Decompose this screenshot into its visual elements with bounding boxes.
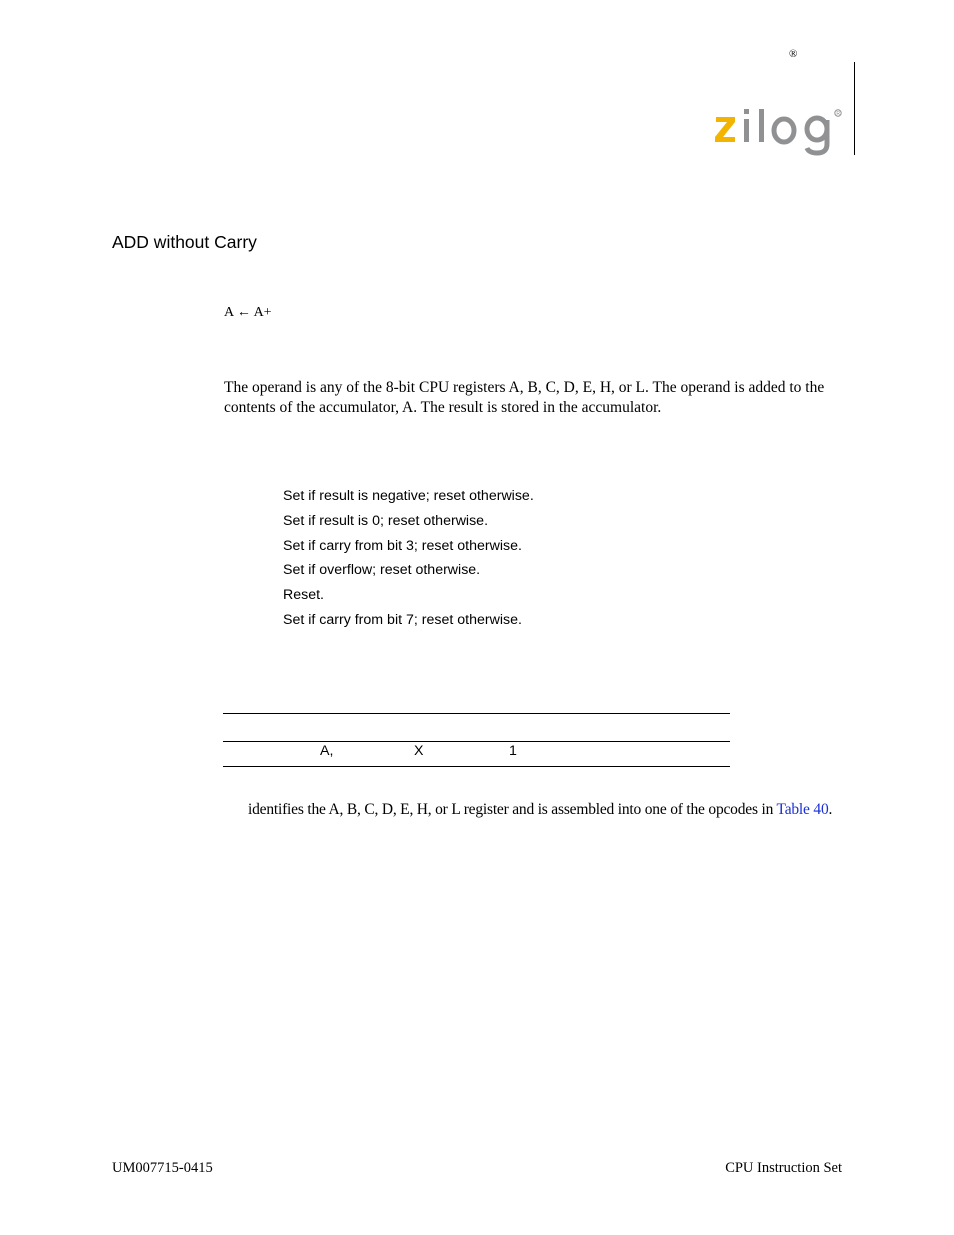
table-header-rule	[223, 741, 730, 742]
description-paragraph: The operand is any of the 8-bit CPU registers A, B, C, D, E, H, or L. The operand is added to the contents of the accumulator, A. The result is stored in the accumulator.	[224, 379, 825, 416]
footer-section: CPU Instruction Set	[725, 1160, 842, 1176]
table-cell-operand: A,	[320, 743, 334, 759]
registered-mark: ®	[789, 48, 798, 60]
table-bottom-rule	[223, 766, 730, 767]
zilog-logo	[712, 108, 847, 158]
operation-formula: A ← A+	[224, 305, 272, 320]
condition-bit-z: Set if result is 0; reset otherwise.	[283, 513, 489, 529]
condition-bit-n: Reset.	[283, 587, 325, 603]
note-text: identifies the A, B, C, D, E, H, or L register and is assembled into one of the opcodes in	[248, 801, 777, 818]
register-note	[224, 800, 854, 820]
table-cell-count: 1	[509, 743, 517, 759]
condition-bit-h: Set if carry from bit 3; reset otherwise.	[283, 538, 522, 554]
table-40-link[interactable]: Table 40	[776, 801, 829, 818]
note-end: .	[828, 801, 833, 818]
table-cell-x: X	[414, 743, 424, 759]
header-rule	[854, 62, 855, 155]
footer-doc-id: UM007715-0415	[112, 1160, 213, 1176]
svg-text:R: R	[836, 111, 841, 118]
condition-bit-c: Set if carry from bit 7; reset otherwise.	[283, 612, 522, 628]
condition-bit-s: Set if result is negative; reset otherwise.	[283, 488, 534, 504]
table-top-rule	[223, 713, 730, 714]
page-title: ADD without Carry	[112, 232, 257, 252]
condition-bit-pv: Set if overflow; reset otherwise.	[283, 562, 481, 578]
